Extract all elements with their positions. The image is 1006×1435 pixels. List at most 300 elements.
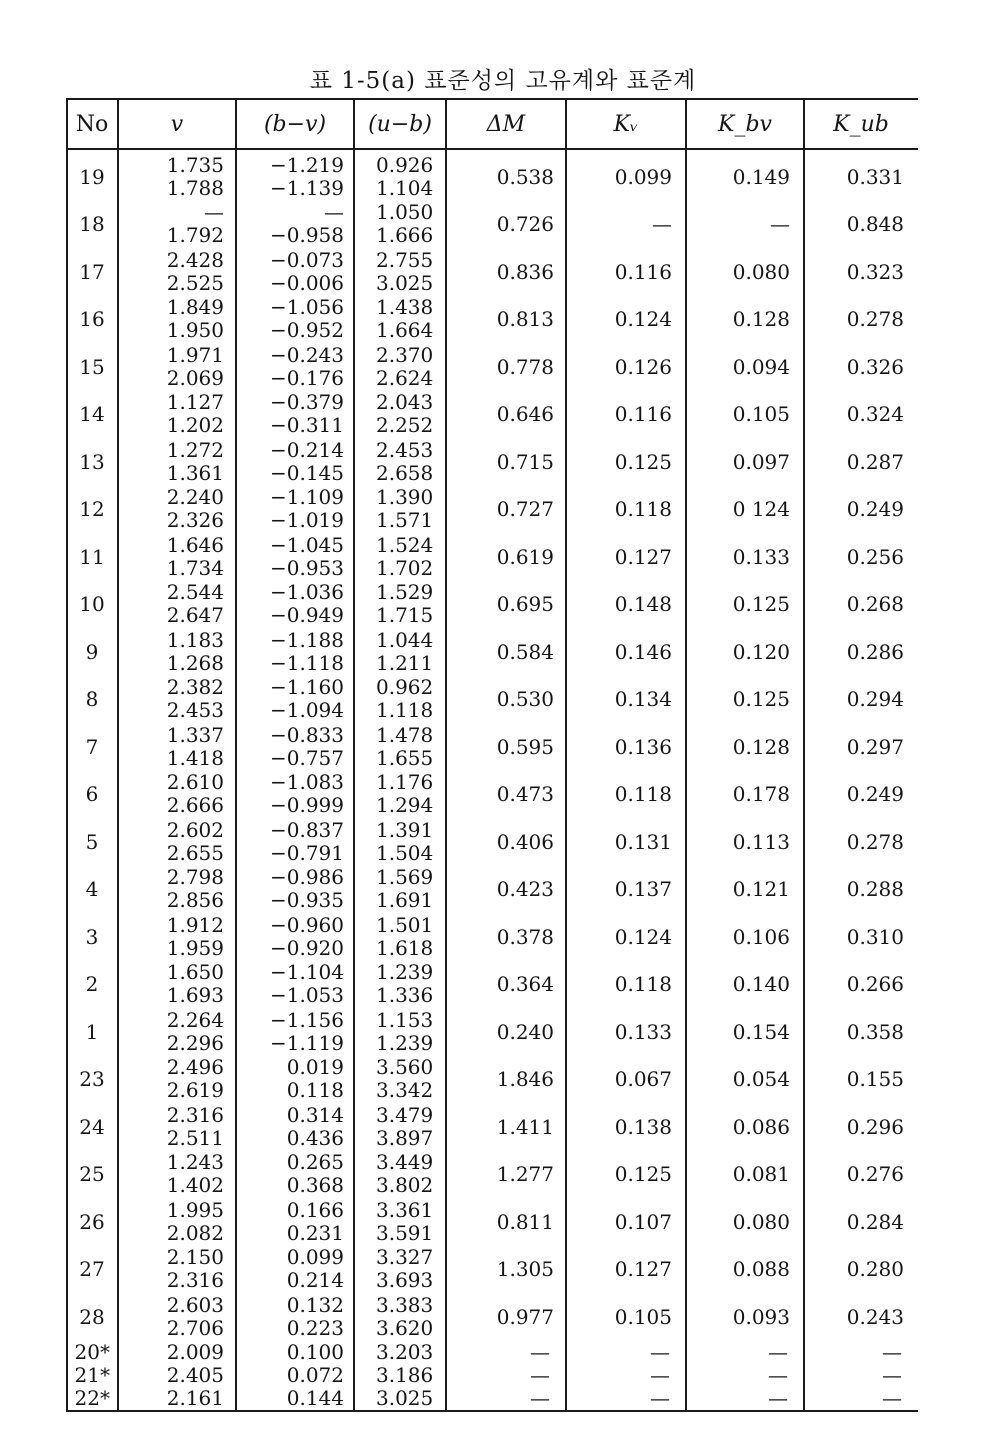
kub-value: 0.297 [846, 734, 904, 759]
table-row [66, 201, 918, 249]
u-b-value-2: 1.294 [376, 793, 434, 818]
delta-m-value: 0.811 [496, 1209, 554, 1234]
column-divider [353, 100, 355, 1410]
kbv-value: — [770, 212, 790, 237]
delta-m-value: 0.778 [496, 354, 554, 379]
kub-value: 0.266 [846, 972, 904, 997]
u-b-value-1: 2.755 [376, 247, 434, 272]
delta-m-value: 0.538 [496, 164, 554, 189]
table-row [66, 723, 918, 771]
kv-value: 0.136 [614, 734, 672, 759]
u-b-value-2: 1.239 [376, 1030, 434, 1055]
table-row [66, 913, 918, 961]
v-value-1: 1.272 [166, 437, 224, 462]
b-v-value-2: −1.118 [269, 650, 344, 675]
u-b-value-1: 1.153 [376, 1007, 434, 1032]
b-v-values [236, 628, 354, 676]
star-number: 25 [79, 1162, 105, 1187]
b-v-value-2: −1.053 [269, 983, 344, 1008]
b-v-values [236, 1008, 354, 1056]
table-row [66, 628, 918, 676]
kbv-value: 0.113 [732, 829, 790, 854]
u-b-value-2: 2.624 [376, 365, 434, 390]
star-number: 1 [85, 1019, 99, 1044]
v-value-1: 2.602 [166, 817, 224, 842]
kv-value: 0.067 [614, 1067, 672, 1092]
v-value: 2.405 [166, 1362, 224, 1387]
kv-value: — [650, 1385, 670, 1410]
table-row-single [66, 1387, 918, 1410]
kv-value: — [650, 1339, 670, 1364]
header-kv: Kᵥ [613, 111, 639, 137]
v-value-1: — [204, 200, 224, 225]
u-b-values [354, 913, 446, 961]
kbv-value: 0.080 [732, 1209, 790, 1234]
kub-value: 0.287 [846, 449, 904, 474]
kv-value: 0.146 [614, 639, 672, 664]
v-values [118, 1246, 236, 1294]
u-b-value-1: 1.438 [376, 295, 434, 320]
v-value-2: 1.950 [166, 318, 224, 343]
b-v-value-2: −0.949 [269, 603, 344, 628]
b-v-values [236, 391, 354, 439]
kv-value: 0.148 [614, 592, 672, 617]
kv-value: 0.137 [614, 877, 672, 902]
v-values [118, 391, 236, 439]
b-v-value: 0.100 [286, 1339, 344, 1364]
v-values [118, 248, 236, 296]
b-v-values [236, 201, 354, 249]
b-v-value: 0.144 [286, 1385, 344, 1410]
kv-value: 0.105 [614, 1304, 672, 1329]
kv-value: 0.126 [614, 354, 672, 379]
v-values [118, 818, 236, 866]
kub-value: 0.294 [846, 687, 904, 712]
header-kub: K_ub [833, 111, 889, 137]
b-v-value-1: 0.314 [286, 1102, 344, 1127]
v-value-2: 2.856 [166, 888, 224, 913]
kub-value: 0.326 [846, 354, 904, 379]
v-value-2: 2.706 [166, 1315, 224, 1340]
b-v-value-1: 0.166 [286, 1197, 344, 1222]
kbv-value: 0.088 [732, 1257, 790, 1282]
v-value-2: 2.619 [166, 1078, 224, 1103]
v-value-1: 2.382 [166, 675, 224, 700]
kbv-value: 0.093 [732, 1304, 790, 1329]
b-v-values [236, 676, 354, 724]
v-values [118, 961, 236, 1009]
b-v-value-2: −1.139 [269, 175, 344, 200]
b-v-values [236, 723, 354, 771]
star-number: 17 [79, 259, 105, 284]
column-divider [685, 100, 687, 1410]
u-b-value-1: 2.453 [376, 437, 434, 462]
b-v-value-2: 0.118 [286, 1078, 344, 1103]
b-v-values [236, 248, 354, 296]
u-b-values [354, 1198, 446, 1246]
kub-value: — [882, 1385, 902, 1410]
star-number: 14 [79, 402, 105, 427]
v-values [118, 723, 236, 771]
standard-stars-table [66, 98, 918, 1412]
kbv-value: 0.086 [732, 1114, 790, 1139]
v-values [118, 1008, 236, 1056]
u-b-value-2: 3.802 [376, 1173, 434, 1198]
u-b-values [354, 676, 446, 724]
kbv-value: — [768, 1362, 788, 1387]
u-b-value-2: 1.664 [376, 318, 434, 343]
b-v-values [236, 1198, 354, 1246]
kv-value: 0.107 [614, 1209, 672, 1234]
table-row [66, 961, 918, 1009]
table-row [66, 486, 918, 534]
kv-value: 0.127 [614, 544, 672, 569]
table-row [66, 343, 918, 391]
u-b-value-1: 1.391 [376, 817, 434, 842]
delta-m-value: 0.977 [496, 1304, 554, 1329]
v-value-1: 2.264 [166, 1007, 224, 1032]
star-number: 13 [79, 449, 105, 474]
b-v-value-2: −0.935 [269, 888, 344, 913]
table-header-row [66, 100, 918, 150]
v-values [118, 1056, 236, 1104]
delta-m-value: 0.715 [496, 449, 554, 474]
u-b-value-2: 3.591 [376, 1220, 434, 1245]
kub-value: — [882, 1362, 902, 1387]
kv-value: 0.125 [614, 449, 672, 474]
kbv-value: 0.125 [732, 592, 790, 617]
delta-m-value: 0.584 [496, 639, 554, 664]
u-b-value-2: 3.025 [376, 270, 434, 295]
b-v-value-2: 0.436 [286, 1125, 344, 1150]
delta-m-value: 0.695 [496, 592, 554, 617]
column-divider [117, 100, 119, 1410]
u-b-values [354, 343, 446, 391]
kub-value: 0.268 [846, 592, 904, 617]
u-b-value: 3.186 [376, 1362, 434, 1387]
star-number: 9 [85, 639, 99, 664]
v-value-1: 1.127 [166, 390, 224, 415]
table-row [66, 248, 918, 296]
u-b-value-1: 1.501 [376, 912, 434, 937]
v-value-2: 1.693 [166, 983, 224, 1008]
table-row [66, 1246, 918, 1294]
b-v-value-1: −1.056 [269, 295, 344, 320]
left-border [66, 100, 68, 1410]
u-b-value-1: 2.370 [376, 342, 434, 367]
v-value-1: 1.646 [166, 532, 224, 557]
u-b-value-1: 3.479 [376, 1102, 434, 1127]
header-delta-m: ΔM [486, 111, 526, 137]
delta-m-value: 0.364 [496, 972, 554, 997]
u-b-values [354, 1103, 446, 1151]
v-value-2: 2.082 [166, 1220, 224, 1245]
kbv-value: 0.081 [732, 1162, 790, 1187]
delta-m-value: 1.305 [496, 1257, 554, 1282]
kub-value: 0.296 [846, 1114, 904, 1139]
star-number: 5 [85, 829, 99, 854]
v-value-1: 1.849 [166, 295, 224, 320]
u-b-value-2: 2.658 [376, 460, 434, 485]
kbv-value: 0.054 [732, 1067, 790, 1092]
v-value-1: 1.337 [166, 722, 224, 747]
v-values [118, 1103, 236, 1151]
u-b-value-2: 1.104 [376, 175, 434, 200]
b-v-value-1: −1.036 [269, 580, 344, 605]
delta-m-value: 1.846 [496, 1067, 554, 1092]
v-value-1: 2.603 [166, 1292, 224, 1317]
kub-value: 0.249 [846, 497, 904, 522]
u-b-value-1: 1.390 [376, 485, 434, 510]
v-values [118, 676, 236, 724]
u-b-value-1: 0.926 [376, 152, 434, 177]
u-b-value-1: 2.043 [376, 390, 434, 415]
v-value-2: 2.666 [166, 793, 224, 818]
v-value: 2.161 [166, 1385, 224, 1410]
kub-value: 0.286 [846, 639, 904, 664]
star-number: 22* [74, 1385, 110, 1410]
kbv-value: 0.121 [732, 877, 790, 902]
kv-value: 0.133 [614, 1019, 672, 1044]
b-v-values [236, 818, 354, 866]
u-b-value-1: 3.560 [376, 1055, 434, 1080]
kbv-value: 0.125 [732, 687, 790, 712]
b-v-values [236, 153, 354, 201]
table-row-single [66, 1364, 918, 1387]
table-body [66, 150, 918, 1410]
v-values [118, 1198, 236, 1246]
star-number: 2 [85, 972, 99, 997]
b-v-value-1: 0.132 [286, 1292, 344, 1317]
u-b-values [354, 1056, 446, 1104]
v-value-2: 2.453 [166, 698, 224, 723]
u-b-value-1: 1.239 [376, 960, 434, 985]
kv-value: 0.116 [614, 259, 672, 284]
u-b-values [354, 153, 446, 201]
b-v-value-1: −0.214 [269, 437, 344, 462]
star-number: 24 [79, 1114, 105, 1139]
kv-value: 0.138 [614, 1114, 672, 1139]
b-v-value-1: −1.109 [269, 485, 344, 510]
u-b-value-1: 1.050 [376, 200, 434, 225]
kbv-value: 0.080 [732, 259, 790, 284]
table-row [66, 1008, 918, 1056]
b-v-values [236, 771, 354, 819]
u-b-values [354, 1293, 446, 1341]
v-value-1: 1.912 [166, 912, 224, 937]
kbv-value: 0.178 [732, 782, 790, 807]
u-b-value-2: 1.691 [376, 888, 434, 913]
v-value-1: 1.650 [166, 960, 224, 985]
b-v-value: 0.072 [286, 1362, 344, 1387]
star-number: 10 [79, 592, 105, 617]
delta-m-value: 1.411 [496, 1114, 554, 1139]
delta-m-value: 0.727 [496, 497, 554, 522]
v-values [118, 628, 236, 676]
b-v-values [236, 438, 354, 486]
u-b-values [354, 1008, 446, 1056]
v-value-2: 1.418 [166, 745, 224, 770]
b-v-value-2: −1.094 [269, 698, 344, 723]
v-value-2: 1.959 [166, 935, 224, 960]
b-v-value-2: 0.231 [286, 1220, 344, 1245]
b-v-values [236, 343, 354, 391]
delta-m-value: — [530, 1339, 550, 1364]
u-b-value-1: 3.449 [376, 1150, 434, 1175]
kub-value: 0.848 [846, 212, 904, 237]
b-v-value-2: −0.311 [269, 413, 344, 438]
u-b-values [354, 391, 446, 439]
column-divider [803, 100, 805, 1410]
v-value-1: 1.735 [166, 152, 224, 177]
kub-value: 0.331 [846, 164, 904, 189]
table-row [66, 533, 918, 581]
star-number: 7 [85, 734, 99, 759]
u-b-values [354, 771, 446, 819]
b-v-value-2: −0.176 [269, 365, 344, 390]
delta-m-value: 0.595 [496, 734, 554, 759]
kub-value: 0.280 [846, 1257, 904, 1282]
table-row [66, 438, 918, 486]
b-v-value-1: −1.045 [269, 532, 344, 557]
kv-value: 0.125 [614, 1162, 672, 1187]
u-b-value-2: 3.342 [376, 1078, 434, 1103]
table-title: 표 1-5(a) 표준성의 고유계와 표준계 [309, 68, 697, 94]
kbv-value: 0.149 [732, 164, 790, 189]
kub-value: 0.284 [846, 1209, 904, 1234]
star-number: 6 [85, 782, 99, 807]
delta-m-value: — [530, 1385, 550, 1410]
u-b-value-2: 1.702 [376, 555, 434, 580]
kbv-value: 0.106 [732, 924, 790, 949]
star-number: 15 [79, 354, 105, 379]
v-value-1: 2.316 [166, 1102, 224, 1127]
star-number: 11 [79, 544, 105, 569]
u-b-value-1: 0.962 [376, 675, 434, 700]
u-b-value-1: 1.569 [376, 865, 434, 890]
b-v-value-2: 0.223 [286, 1315, 344, 1340]
u-b-values [354, 486, 446, 534]
b-v-value-2: −0.145 [269, 460, 344, 485]
v-value: 2.009 [166, 1339, 224, 1364]
table-row [66, 153, 918, 201]
b-v-value-1: −1.160 [269, 675, 344, 700]
b-v-value-2: −1.019 [269, 508, 344, 533]
u-b-value-2: 1.504 [376, 840, 434, 865]
u-b-value-1: 3.327 [376, 1245, 434, 1270]
delta-m-value: — [530, 1362, 550, 1387]
u-b-values [354, 961, 446, 1009]
star-number: 3 [85, 924, 99, 949]
b-v-value-1: −1.104 [269, 960, 344, 985]
b-v-value-2: −1.119 [269, 1030, 344, 1055]
u-b-value-2: 1.118 [376, 698, 434, 723]
u-b-value-2: 1.655 [376, 745, 434, 770]
u-b-value: 3.025 [376, 1385, 434, 1410]
star-number: 27 [79, 1257, 105, 1282]
u-b-value-1: 1.524 [376, 532, 434, 557]
kub-value: 0.278 [846, 307, 904, 332]
kv-value: 0.116 [614, 402, 672, 427]
table-row [66, 296, 918, 344]
delta-m-value: 0.530 [496, 687, 554, 712]
kbv-value: 0.097 [732, 449, 790, 474]
b-v-value-2: −0.791 [269, 840, 344, 865]
b-v-value-2: 0.214 [286, 1268, 344, 1293]
header-v: v [170, 111, 184, 137]
v-value-2: 2.326 [166, 508, 224, 533]
v-values [118, 581, 236, 629]
star-number: 19 [79, 164, 105, 189]
delta-m-value: 0.378 [496, 924, 554, 949]
b-v-value-1: −0.073 [269, 247, 344, 272]
u-b-value-2: 1.571 [376, 508, 434, 533]
delta-m-value: 0.726 [496, 212, 554, 237]
table-row [66, 1198, 918, 1246]
b-v-value-2: −0.953 [269, 555, 344, 580]
v-value-2: 1.361 [166, 460, 224, 485]
table-row [66, 1103, 918, 1151]
u-b-value-2: 1.211 [376, 650, 434, 675]
u-b-value-2: 1.336 [376, 983, 434, 1008]
u-b-values [354, 1246, 446, 1294]
b-v-value-1: 0.265 [286, 1150, 344, 1175]
star-number: 18 [79, 212, 105, 237]
u-b-value-1: 3.383 [376, 1292, 434, 1317]
v-value-1: 2.150 [166, 1245, 224, 1270]
b-v-values [236, 296, 354, 344]
kub-value: 0.358 [846, 1019, 904, 1044]
b-v-value-2: −0.999 [269, 793, 344, 818]
delta-m-value: 0.836 [496, 259, 554, 284]
star-number: 20* [74, 1339, 110, 1364]
kv-value: 0.131 [614, 829, 672, 854]
kbv-value: 0.154 [732, 1019, 790, 1044]
delta-m-value: 0.423 [496, 877, 554, 902]
kbv-value: 0.128 [732, 734, 790, 759]
v-value-1: 2.240 [166, 485, 224, 510]
table-row [66, 1293, 918, 1341]
v-values [118, 913, 236, 961]
v-values [118, 486, 236, 534]
u-b-values [354, 866, 446, 914]
v-value-2: 1.792 [166, 223, 224, 248]
column-divider [565, 100, 567, 1410]
column-divider [235, 100, 237, 1410]
v-values [118, 1293, 236, 1341]
kv-value: 0.127 [614, 1257, 672, 1282]
u-b-value-2: 3.620 [376, 1315, 434, 1340]
u-b-value-2: 1.715 [376, 603, 434, 628]
u-b-value-1: 1.044 [376, 627, 434, 652]
v-value-1: 2.610 [166, 770, 224, 795]
v-value-2: 1.734 [166, 555, 224, 580]
b-v-value-1: −0.837 [269, 817, 344, 842]
b-v-value-2: −0.757 [269, 745, 344, 770]
v-value-1: 1.995 [166, 1197, 224, 1222]
b-v-value-2: −0.920 [269, 935, 344, 960]
table-row [66, 581, 918, 629]
kub-value: 0.155 [846, 1067, 904, 1092]
v-value-2: 1.268 [166, 650, 224, 675]
table-row [66, 866, 918, 914]
v-values [118, 343, 236, 391]
table-row [66, 771, 918, 819]
u-b-values [354, 581, 446, 629]
u-b-values [354, 818, 446, 866]
kv-value: 0.099 [614, 164, 672, 189]
v-values [118, 533, 236, 581]
